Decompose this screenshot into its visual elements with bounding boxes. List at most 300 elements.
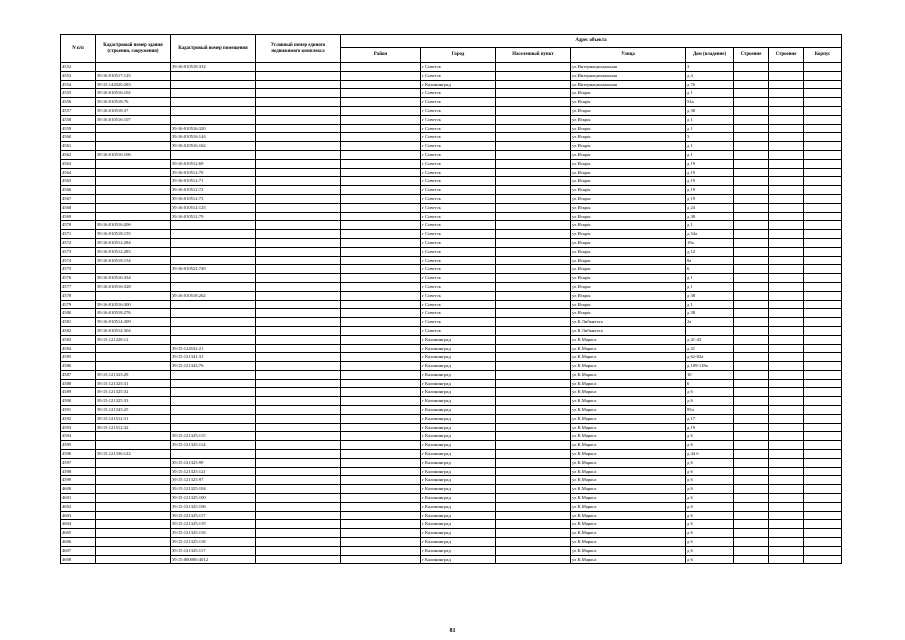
cell-building-cadastral: 39:16:010516:328 [96, 282, 171, 291]
cell-building-cadastral [96, 458, 171, 467]
cell-house: д 62-82а [686, 353, 734, 362]
col-room-cadastral-header: Кадастровый номер помещения [171, 35, 256, 63]
cell-building [769, 458, 804, 467]
cell-num: 4602 [61, 502, 96, 511]
cell-complex [256, 388, 341, 397]
cell-city: г Калининград [421, 546, 496, 555]
cell-block [804, 247, 842, 256]
cell-block [804, 432, 842, 441]
cell-building [769, 379, 804, 388]
cell-num: 4579 [61, 300, 96, 309]
cell-house: д 41 [686, 344, 734, 353]
cell-street: ул Искры [571, 142, 686, 151]
cell-street: ул К.Маркса [571, 450, 686, 459]
cell-building [769, 485, 804, 494]
cell-house: д 1 [686, 124, 734, 133]
cell-district [341, 63, 421, 72]
cell-num: 4585 [61, 353, 96, 362]
table-row [61, 441, 842, 450]
cell-room-cadastral: 39:15:121325:97 [171, 476, 256, 485]
cell-settlement [496, 520, 571, 529]
cell-house: д 6 [686, 458, 734, 467]
cell-house: 95а [686, 406, 734, 415]
cell-settlement [496, 388, 571, 397]
cell-complex [256, 379, 341, 388]
cell-structure [734, 150, 769, 159]
cell-district [341, 274, 421, 283]
cell-building-cadastral: 39:15:121328:12 [96, 335, 171, 344]
cell-building-cadastral: 39:15:121512:32 [96, 423, 171, 432]
cell-city: г Советск [421, 177, 496, 186]
cell-num: 4566 [61, 186, 96, 195]
cell-num: 4606 [61, 538, 96, 547]
cell-room-cadastral: 39:16:010512:70 [171, 168, 256, 177]
cell-block [804, 555, 842, 564]
table-row [61, 230, 842, 239]
cell-district [341, 397, 421, 406]
cell-building [769, 335, 804, 344]
cell-room-cadastral: 39:15:000000:4012 [171, 555, 256, 564]
table-row [61, 186, 842, 195]
table-row [61, 274, 842, 283]
cell-building [769, 98, 804, 107]
cell-building [769, 546, 804, 555]
cell-structure [734, 300, 769, 309]
cell-building-cadastral: 39:15:121325:32 [96, 388, 171, 397]
cell-settlement [496, 546, 571, 555]
cell-complex [256, 423, 341, 432]
cell-settlement [496, 362, 571, 371]
cell-building [769, 212, 804, 221]
table-row [61, 98, 842, 107]
cell-building [769, 194, 804, 203]
cell-block [804, 388, 842, 397]
cell-street: ул К Либкнехта [571, 318, 686, 327]
cell-num: 4597 [61, 458, 96, 467]
table-row [61, 326, 842, 335]
cell-block [804, 291, 842, 300]
cell-complex [256, 406, 341, 415]
cell-building [769, 538, 804, 547]
cell-num: 4607 [61, 546, 96, 555]
registry-sheet [60, 34, 841, 564]
cell-settlement [496, 406, 571, 415]
cell-room-cadastral [171, 406, 256, 415]
cell-block [804, 423, 842, 432]
cell-building [769, 221, 804, 230]
cell-num: 4590 [61, 397, 96, 406]
table-row [61, 414, 842, 423]
cell-house: д 109-118а [686, 362, 734, 371]
cell-district [341, 485, 421, 494]
cell-house: 3 [686, 63, 734, 72]
cell-complex [256, 256, 341, 265]
cell-settlement [496, 529, 571, 538]
cell-block [804, 326, 842, 335]
cell-building-cadastral: 39:15:121325:29 [96, 370, 171, 379]
cell-district [341, 194, 421, 203]
cell-street: ул К.Маркса [571, 414, 686, 423]
cell-block [804, 379, 842, 388]
cell-num: 4595 [61, 441, 96, 450]
col-building-header: Строение [769, 48, 804, 63]
cell-settlement [496, 353, 571, 362]
cell-city: г Калининград [421, 555, 496, 564]
cell-structure [734, 406, 769, 415]
cell-structure [734, 98, 769, 107]
table-row [61, 221, 842, 230]
cell-building-cadastral: 39:16:010516:334 [96, 274, 171, 283]
cell-district [341, 344, 421, 353]
cell-settlement [496, 335, 571, 344]
cell-house: д 1 [686, 274, 734, 283]
cell-settlement [496, 502, 571, 511]
cell-city: г Советск [421, 230, 496, 239]
col-complex-header: Условный номер единого недвижимого комплекса [256, 35, 341, 63]
cell-room-cadastral: 39:16:010512:69 [171, 159, 256, 168]
cell-building [769, 203, 804, 212]
cell-complex [256, 300, 341, 309]
cell-district [341, 414, 421, 423]
table-row [61, 256, 842, 265]
cell-building [769, 450, 804, 459]
cell-block [804, 397, 842, 406]
cell-settlement [496, 177, 571, 186]
cell-city: г Советск [421, 159, 496, 168]
cell-street: ул К.Маркса [571, 353, 686, 362]
cell-structure [734, 212, 769, 221]
cell-city: г Советск [421, 142, 496, 151]
cell-street: ул Искры [571, 150, 686, 159]
col-city-header: Город [421, 48, 496, 63]
cell-building [769, 406, 804, 415]
cell-building [769, 344, 804, 353]
cell-settlement [496, 106, 571, 115]
cell-building-cadastral: 39:16:010516:106 [96, 150, 171, 159]
cell-district [341, 467, 421, 476]
cell-house: д 19 [686, 186, 734, 195]
cell-building [769, 502, 804, 511]
cell-district [341, 309, 421, 318]
cell-block [804, 274, 842, 283]
cell-num: 4564 [61, 168, 96, 177]
cell-house: д 44 б [686, 450, 734, 459]
table-row [61, 142, 842, 151]
cell-district [341, 282, 421, 291]
cell-building-cadastral [96, 63, 171, 72]
cell-building-cadastral [96, 168, 171, 177]
cell-city: г Советск [421, 282, 496, 291]
cell-district [341, 168, 421, 177]
cell-block [804, 520, 842, 529]
cell-structure [734, 476, 769, 485]
col-num-header: N п/п [61, 35, 96, 63]
cell-building-cadastral [96, 511, 171, 520]
cell-street: ул К.Маркса [571, 441, 686, 450]
cell-settlement [496, 414, 571, 423]
cell-num: 4555 [61, 89, 96, 98]
cell-district [341, 177, 421, 186]
cell-complex [256, 177, 341, 186]
cell-district [341, 458, 421, 467]
cell-structure [734, 247, 769, 256]
table-row [61, 168, 842, 177]
cell-num: 4588 [61, 379, 96, 388]
cell-settlement [496, 133, 571, 142]
cell-complex [256, 344, 341, 353]
cell-block [804, 71, 842, 80]
cell-settlement [496, 168, 571, 177]
cell-complex [256, 71, 341, 80]
cell-building [769, 423, 804, 432]
cell-building [769, 133, 804, 142]
cell-block [804, 203, 842, 212]
cell-city: г Советск [421, 186, 496, 195]
cell-house: д 6 [686, 538, 734, 547]
cell-num: 4571 [61, 230, 96, 239]
cell-structure [734, 238, 769, 247]
cell-block [804, 335, 842, 344]
cell-house: д 12 [686, 247, 734, 256]
cell-num: 4552 [61, 63, 96, 72]
cell-city: г Советск [421, 291, 496, 300]
cell-house: д 6 [686, 441, 734, 450]
cell-street: ул К.Маркса [571, 467, 686, 476]
cell-block [804, 98, 842, 107]
cell-building-cadastral [96, 291, 171, 300]
cell-num: 4592 [61, 414, 96, 423]
cell-city: г Советск [421, 212, 496, 221]
cell-room-cadastral [171, 370, 256, 379]
cell-structure [734, 362, 769, 371]
cell-num: 4604 [61, 520, 96, 529]
cell-complex [256, 546, 341, 555]
cell-room-cadastral [171, 335, 256, 344]
cell-house: д 6 [686, 529, 734, 538]
cell-complex [256, 309, 341, 318]
cell-complex [256, 555, 341, 564]
table-row [61, 309, 842, 318]
cell-complex [256, 221, 341, 230]
cell-settlement [496, 379, 571, 388]
cell-room-cadastral [171, 423, 256, 432]
cell-house: д 76 [686, 80, 734, 89]
cell-room-cadastral [171, 256, 256, 265]
cell-room-cadastral: 39:15:121325:104 [171, 485, 256, 494]
cell-building [769, 282, 804, 291]
cell-structure [734, 388, 769, 397]
cell-structure [734, 467, 769, 476]
cell-district [341, 186, 421, 195]
cell-city: г Калининград [421, 379, 496, 388]
cell-complex [256, 238, 341, 247]
cell-district [341, 546, 421, 555]
cell-complex [256, 282, 341, 291]
cell-room-cadastral [171, 247, 256, 256]
cell-district [341, 98, 421, 107]
cell-settlement [496, 80, 571, 89]
cell-street: ул К.Маркса [571, 546, 686, 555]
cell-house: д 17 [686, 414, 734, 423]
cell-building-cadastral [96, 186, 171, 195]
cell-structure [734, 106, 769, 115]
cell-building-cadastral [96, 502, 171, 511]
cell-structure [734, 511, 769, 520]
cell-block [804, 485, 842, 494]
cell-building-cadastral [96, 142, 171, 151]
cell-street: ул Искры [571, 115, 686, 124]
cell-structure [734, 309, 769, 318]
cell-building-cadastral: 39:16:010516:102 [96, 89, 171, 98]
table-row [61, 194, 842, 203]
cell-building-cadastral: 39:16:010512:284 [96, 238, 171, 247]
cell-street: ул К.Маркса [571, 397, 686, 406]
table-row [61, 529, 842, 538]
cell-building-cadastral: 39:15:121325:33 [96, 397, 171, 406]
cell-city: г Калининград [421, 458, 496, 467]
table-row [61, 63, 842, 72]
cell-district [341, 291, 421, 300]
cell-block [804, 309, 842, 318]
cell-structure [734, 335, 769, 344]
cell-complex [256, 529, 341, 538]
cell-room-cadastral: 39:16:010512:72 [171, 186, 256, 195]
cell-building [769, 414, 804, 423]
cell-street: ул Искры [571, 194, 686, 203]
cell-room-cadastral [171, 388, 256, 397]
cell-city: г Советск [421, 124, 496, 133]
cell-block [804, 63, 842, 72]
cell-building [769, 309, 804, 318]
table-row [61, 335, 842, 344]
cell-num: 4603 [61, 511, 96, 520]
cell-district [341, 221, 421, 230]
cell-room-cadastral [171, 282, 256, 291]
cell-building [769, 555, 804, 564]
cell-city: г Калининград [421, 520, 496, 529]
cell-complex [256, 194, 341, 203]
cell-district [341, 494, 421, 503]
cell-district [341, 318, 421, 327]
cell-structure [734, 414, 769, 423]
cell-complex [256, 318, 341, 327]
cell-num: 4572 [61, 238, 96, 247]
cell-house: д 1 [686, 300, 734, 309]
cell-num: 4578 [61, 291, 96, 300]
cell-room-cadastral: 39:16:010516:162 [171, 142, 256, 151]
cell-city: г Советск [421, 300, 496, 309]
cell-street: ул К.Маркса [571, 362, 686, 371]
cell-street: ул Искры [571, 98, 686, 107]
cell-house [686, 326, 734, 335]
cell-house: д 38 [686, 291, 734, 300]
cell-street: ул К.Маркса [571, 335, 686, 344]
cell-num: 4576 [61, 274, 96, 283]
cell-room-cadastral [171, 106, 256, 115]
cell-district [341, 115, 421, 124]
cell-structure [734, 485, 769, 494]
cell-block [804, 450, 842, 459]
cell-complex [256, 150, 341, 159]
cell-street: ул К.Маркса [571, 458, 686, 467]
cell-block [804, 300, 842, 309]
cell-house: 54а [686, 98, 734, 107]
cell-structure [734, 230, 769, 239]
cell-complex [256, 450, 341, 459]
cell-street: ул Интернациональная [571, 71, 686, 80]
cell-structure [734, 502, 769, 511]
cell-building [769, 142, 804, 151]
page-number: 81 [449, 628, 456, 634]
cell-settlement [496, 555, 571, 564]
cell-district [341, 247, 421, 256]
cell-street: ул Искры [571, 203, 686, 212]
cell-street: ул К.Маркса [571, 370, 686, 379]
cell-building [769, 71, 804, 80]
cell-street: ул Искры [571, 230, 686, 239]
cell-house: д 19 [686, 423, 734, 432]
cell-block [804, 115, 842, 124]
cell-city: г Советск [421, 203, 496, 212]
cell-house: д 19 [686, 159, 734, 168]
cell-complex [256, 63, 341, 72]
cell-room-cadastral: 39:15:121325:119 [171, 520, 256, 529]
cell-building-cadastral [96, 538, 171, 547]
cell-num: 4599 [61, 476, 96, 485]
cell-num: 4594 [61, 432, 96, 441]
cell-settlement [496, 344, 571, 353]
cell-structure [734, 432, 769, 441]
cell-complex [256, 265, 341, 274]
cell-district [341, 212, 421, 221]
cell-settlement [496, 71, 571, 80]
table-body [61, 63, 842, 564]
cell-complex [256, 291, 341, 300]
cell-room-cadastral [171, 414, 256, 423]
cell-structure [734, 423, 769, 432]
cell-structure [734, 326, 769, 335]
cell-building-cadastral: 39:16:010514:309 [96, 318, 171, 327]
cell-district [341, 106, 421, 115]
cell-block [804, 406, 842, 415]
cell-settlement [496, 89, 571, 98]
cell-street: ул Интернациональная [571, 80, 686, 89]
cell-house: д 38 [686, 106, 734, 115]
cell-building-cadastral: 39:16:010518:276 [96, 309, 171, 318]
table-row [61, 159, 842, 168]
cell-complex [256, 106, 341, 115]
cell-street: ул Искры [571, 300, 686, 309]
cell-complex [256, 203, 341, 212]
cell-building [769, 520, 804, 529]
cell-block [804, 238, 842, 247]
cell-structure [734, 71, 769, 80]
cell-building [769, 318, 804, 327]
cell-block [804, 362, 842, 371]
cell-structure [734, 203, 769, 212]
cell-structure [734, 142, 769, 151]
cell-city: г Калининград [421, 344, 496, 353]
cell-city: г Советск [421, 309, 496, 318]
cell-building-cadastral: 39:15:121512:31 [96, 414, 171, 423]
cell-building-cadastral [96, 203, 171, 212]
cell-building [769, 441, 804, 450]
cell-building [769, 238, 804, 247]
cell-house: д 6 [686, 388, 734, 397]
cell-block [804, 441, 842, 450]
cell-district [341, 133, 421, 142]
cell-house: 8а [686, 256, 734, 265]
